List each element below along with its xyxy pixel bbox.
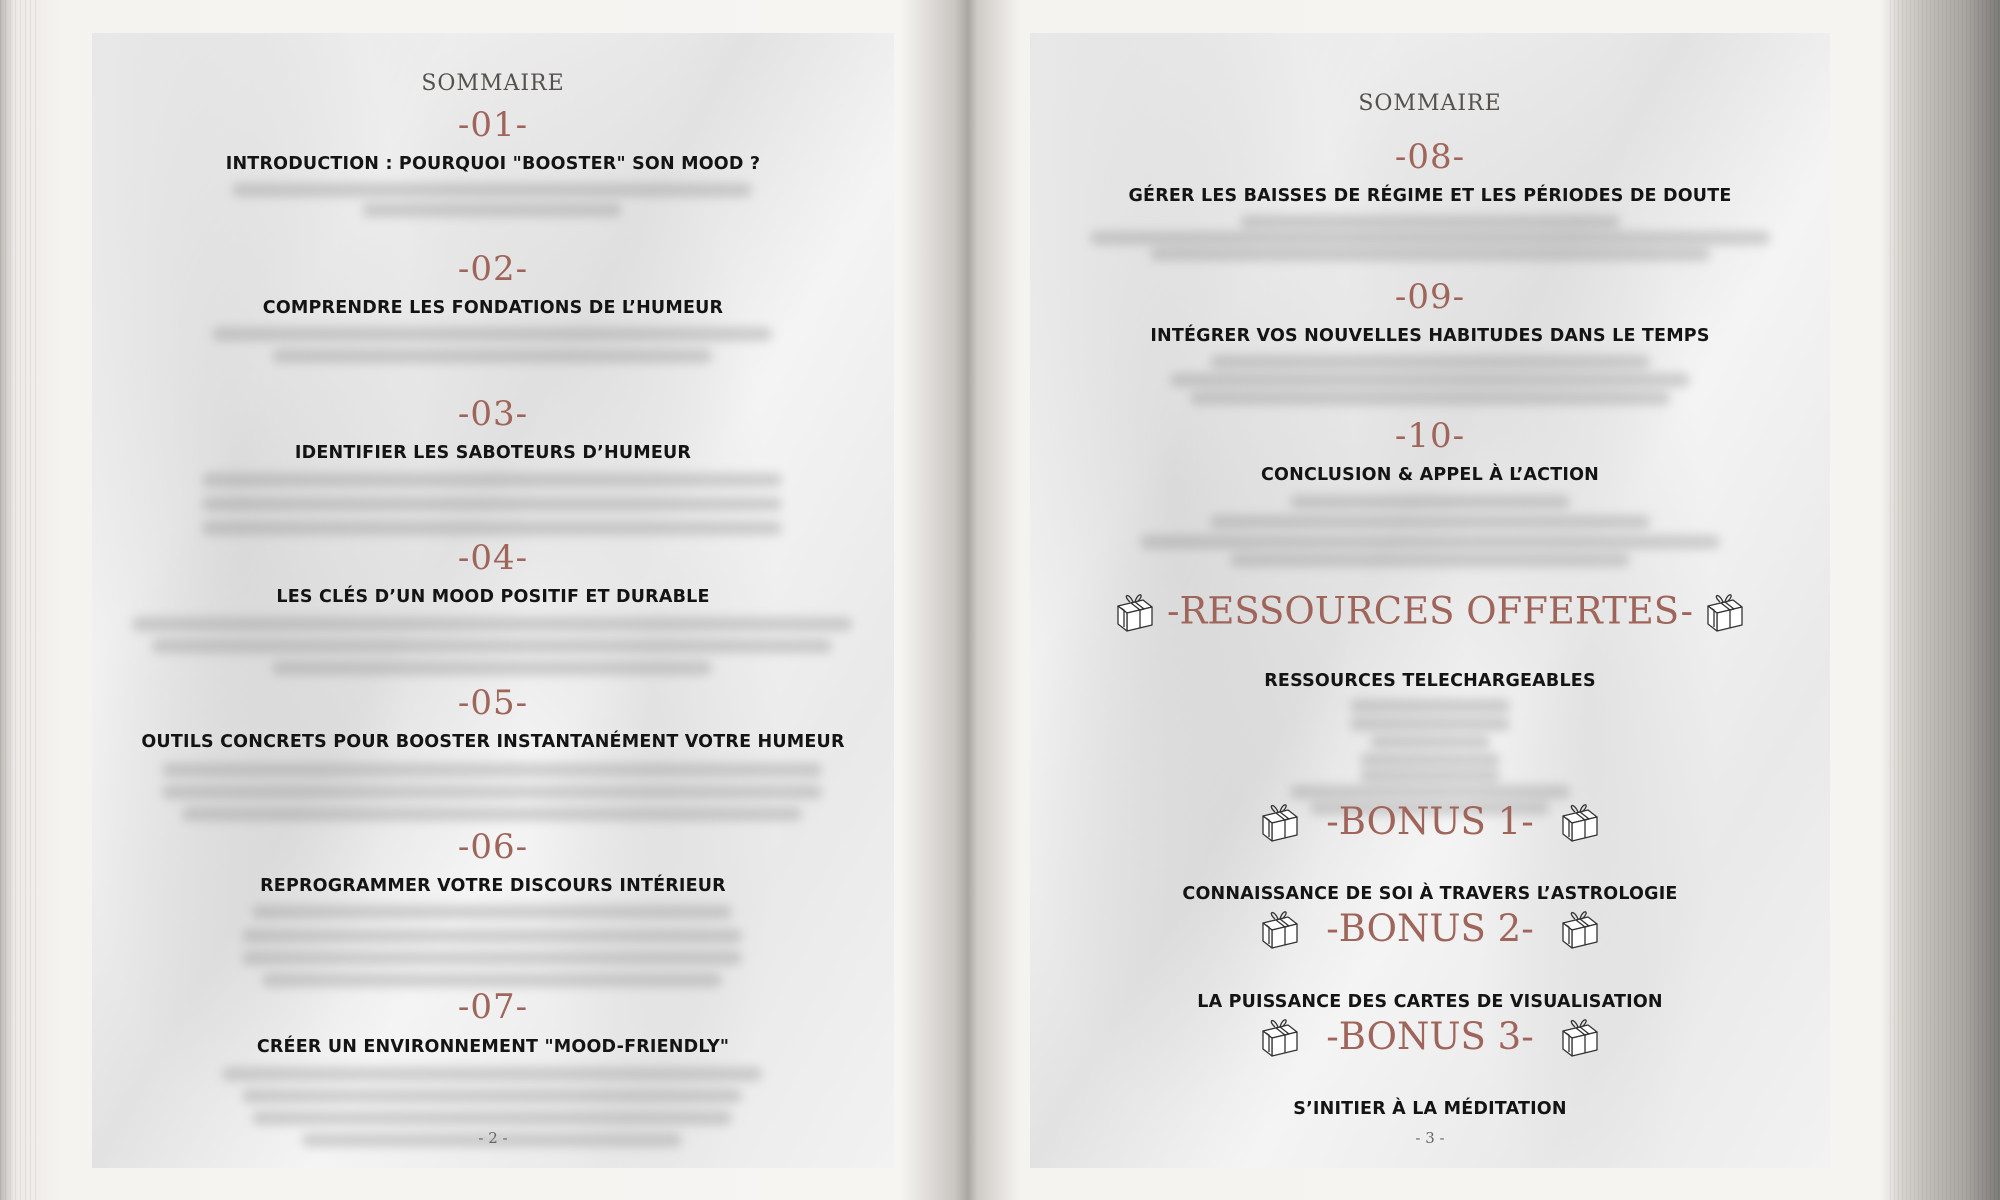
gift-box-icon [1558, 1014, 1602, 1058]
blurred-text [1350, 699, 1510, 713]
page-number: - 3 - [1415, 1129, 1445, 1147]
blurred-text [362, 203, 622, 217]
chapter-title: REPROGRAMMER VOTRE DISCOURS INTÉRIEUR [260, 876, 726, 896]
gift-box-icon [1258, 906, 1302, 950]
chapter-title: CRÉER UN ENVIRONNEMENT "MOOD-FRIENDLY" [256, 1037, 730, 1057]
right-page [1030, 33, 1830, 1168]
blurred-text [242, 951, 742, 965]
chapter-number: -07- [457, 987, 529, 1027]
chapter-number: -06- [457, 827, 529, 867]
chapter-number: -02- [457, 249, 529, 289]
gift-box-icon [1703, 589, 1747, 633]
chapter-title: INTÉGRER VOS NOUVELLES HABITUDES DANS LE TEMPS [1150, 326, 1710, 346]
chapter-title: OUTILS CONCRETS POUR BOOSTER INSTANTANÉMENT VOTRE HUMEUR [141, 732, 845, 752]
blurred-text [1360, 753, 1500, 767]
blurred-text [202, 497, 782, 511]
blurred-text [1090, 231, 1770, 245]
gift-box-icon [1113, 589, 1157, 633]
blurred-text [162, 785, 822, 799]
left-page-edges [0, 0, 40, 1200]
bonus-label: -BONUS 3- [1326, 1014, 1534, 1058]
gift-box-icon [1558, 799, 1602, 843]
blurred-text [272, 349, 712, 363]
chapter-number: -09- [1394, 277, 1466, 317]
blurred-text [1230, 553, 1630, 567]
blurred-text [1170, 373, 1690, 387]
gift-box-icon [1558, 906, 1602, 950]
chapter-number: -04- [457, 538, 529, 578]
chapter-number: -08- [1394, 137, 1466, 177]
blurred-text [202, 521, 782, 535]
blurred-text [1210, 355, 1650, 369]
blurred-text [232, 183, 752, 197]
chapter-title: INTRODUCTION : POURQUOI "BOOSTER" SON MOOD ? [225, 154, 761, 174]
bonus-2-heading [1030, 906, 1830, 950]
blurred-text [1370, 735, 1490, 749]
blurred-text [152, 639, 832, 653]
resources-subtitle: RESSOURCES TELECHARGEABLES [1264, 671, 1596, 691]
gift-box-icon [1258, 1014, 1302, 1058]
bonus-title: S’INITIER À LA MÉDITATION [1293, 1099, 1567, 1119]
blurred-text [1190, 391, 1670, 405]
left-page [92, 33, 894, 1168]
bonus-title: CONNAISSANCE DE SOI À TRAVERS L’ASTROLOGIE [1182, 884, 1678, 904]
blurred-text [1350, 717, 1510, 731]
page-number: - 2 - [478, 1129, 508, 1147]
right-page-heading: SOMMAIRE [1358, 91, 1502, 116]
chapter-number: -01- [457, 105, 529, 145]
blurred-text [182, 807, 802, 821]
blurred-text [202, 473, 782, 487]
chapter-title: LES CLÉS D’UN MOOD POSITIF ET DURABLE [276, 587, 710, 607]
bonus-3-heading [1030, 1014, 1830, 1058]
blurred-text [1290, 495, 1570, 509]
blurred-text [252, 905, 732, 919]
blurred-text [1360, 769, 1500, 783]
bonus-title: LA PUISSANCE DES CARTES DE VISUALISATION [1197, 992, 1663, 1012]
right-page-edges [1890, 0, 2000, 1200]
resources-heading [1030, 589, 1830, 633]
chapter-number: -03- [457, 394, 529, 434]
chapter-number: -05- [457, 683, 529, 723]
chapter-title: GÉRER LES BAISSES DE RÉGIME ET LES PÉRIODES DE DOUTE [1128, 186, 1732, 206]
blurred-text [1240, 215, 1620, 229]
blurred-text [242, 929, 742, 943]
chapter-title: COMPRENDRE LES FONDATIONS DE L’HUMEUR [262, 298, 724, 318]
bonus-1-heading [1030, 799, 1830, 843]
chapter-title: CONCLUSION & APPEL À L’ACTION [1261, 465, 1599, 485]
blurred-text [242, 1089, 742, 1103]
chapter-title: IDENTIFIER LES SABOTEURS D’HUMEUR [294, 443, 692, 463]
chapter-number: -10- [1394, 416, 1466, 456]
bonus-label: -BONUS 2- [1326, 906, 1534, 950]
blurred-text [1290, 785, 1570, 799]
blurred-text [132, 617, 852, 631]
blurred-text [262, 973, 722, 987]
blurred-text [1150, 247, 1710, 261]
blurred-text [272, 661, 712, 675]
gift-box-icon [1258, 799, 1302, 843]
blurred-text [1140, 535, 1720, 549]
blurred-text [1210, 515, 1650, 529]
left-page-heading: SOMMAIRE [421, 71, 565, 96]
resources-label: -RESSOURCES OFFERTES- [1166, 589, 1693, 633]
blurred-text [212, 327, 772, 341]
blurred-text [252, 1111, 732, 1125]
bonus-label: -BONUS 1- [1326, 799, 1534, 843]
blurred-text [222, 1067, 762, 1081]
blurred-text [162, 763, 822, 777]
